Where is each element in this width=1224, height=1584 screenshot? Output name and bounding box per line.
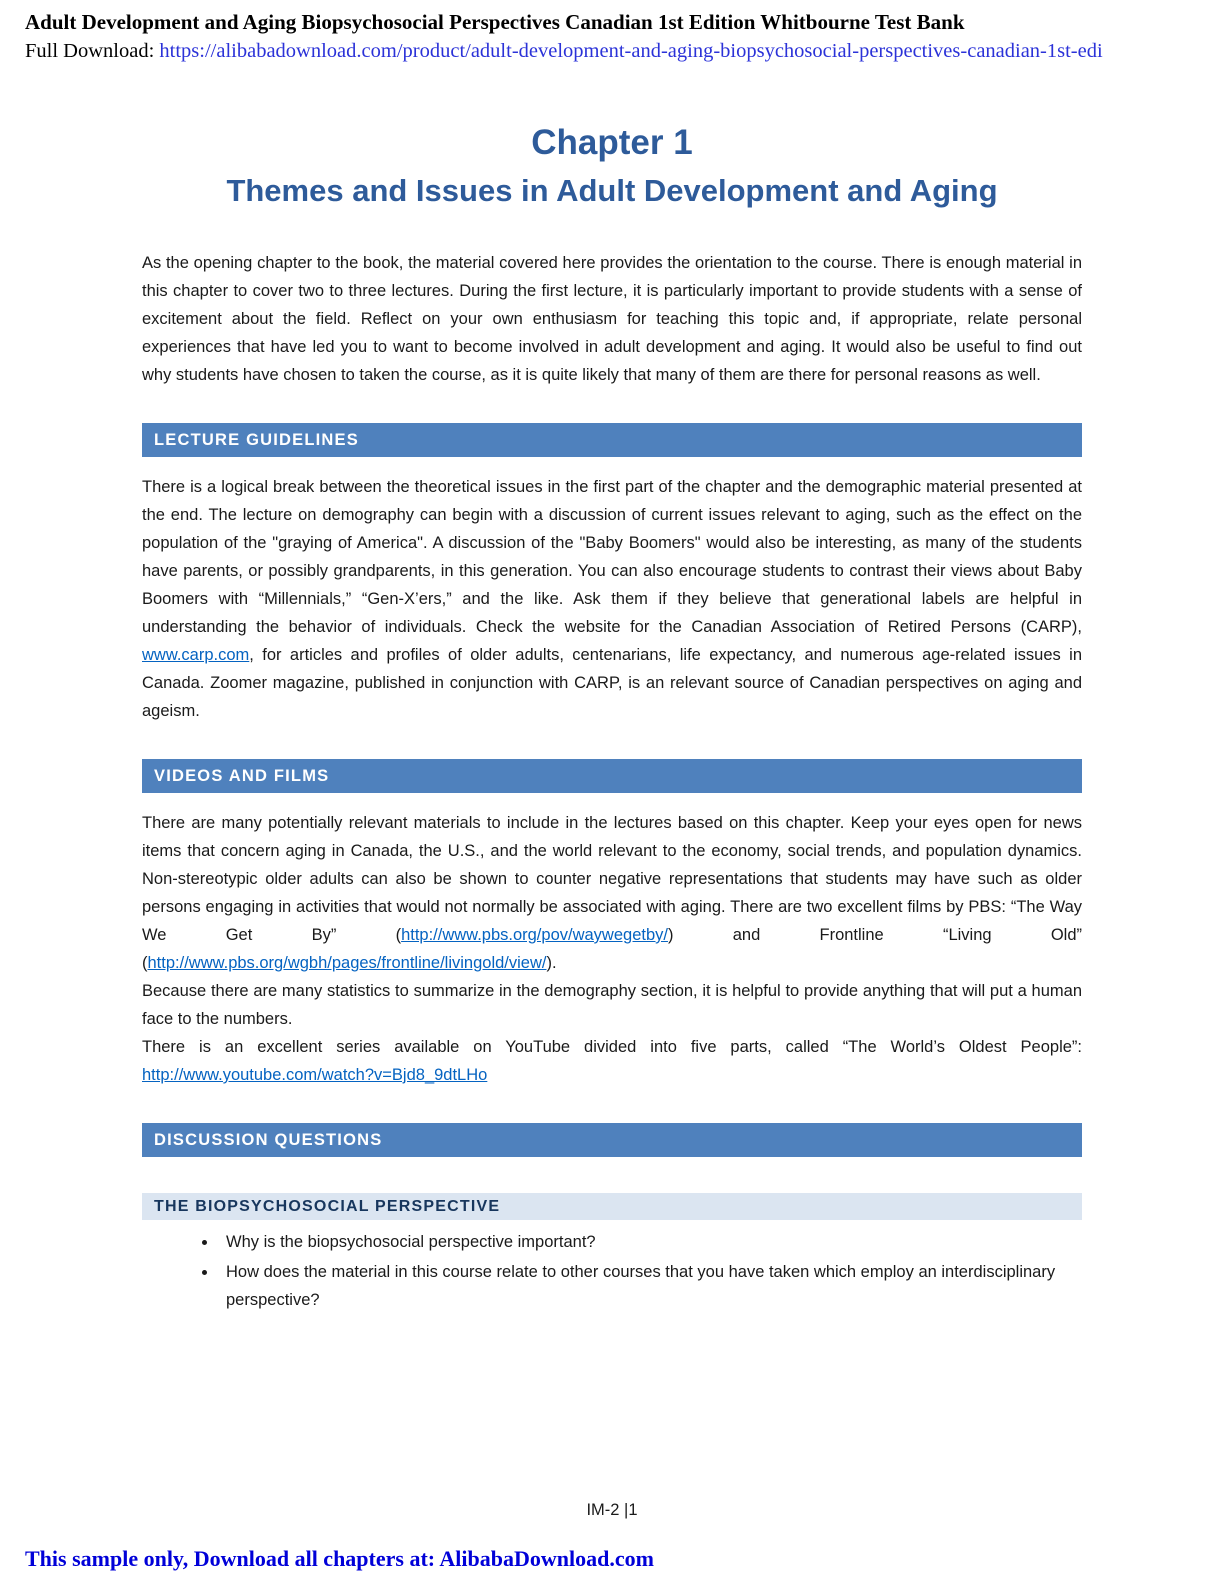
download-label: Full Download: — [25, 40, 160, 62]
chapter-title: Themes and Issues in Adult Development and Aging — [226, 173, 998, 208]
section-heading-discussion-questions: DISCUSSION QUESTIONS — [142, 1123, 1082, 1157]
bullet-item: • How does the material in this course relate to other courses that you have taken which employ an interdisciplinary perspective? — [218, 1258, 1082, 1314]
discussion-bullet-list — [142, 1228, 1082, 1314]
document-body — [142, 123, 1082, 1314]
lecture-guidelines-paragraph: There is a logical break between the theoretical issues in the first part of the chapter and the demographic material presented at the end. The lecture on demography can begin with a discussion of current issues relevant to aging, such as the effect on the population of the "graying of America". A discussion of the "Baby Boomers" would also be interesting, as many of the students have parents, or possibly grandparents, in this generation. You can also encourage students to contrast their views about Baby Boomers with “Millennials,” “Gen-X’ers,” and the like. Ask them if they believe that generational labels are helpful in understanding the behavior of individuals. Check the website for the Canadian Association of Retired Persons (CARP), www.carp.com, for articles and profiles of older adults, centenarians, life expectancy, and numerous age-related issues in Canada. Zoomer magazine, published in conjunction with CARP, is an relevant source of Canadian perspectives on aging and ageism. — [142, 478, 1082, 720]
pbs-livingold-link[interactable]: http://www.pbs.org/wgbh/pages/frontline/livingold/view/ — [147, 954, 547, 972]
videos-paragraph-2: Because there are many statistics to summarize in the demography section, it is helpful to provide anything that will put a human face to the numbers. — [142, 982, 1082, 1028]
bullet-item: • Why is the biopsychosocial perspective important? — [218, 1228, 1082, 1256]
section-heading-lecture-guidelines: LECTURE GUIDELINES — [142, 423, 1082, 457]
sample-note — [25, 1546, 654, 1572]
document-header-title: Adult Development and Aging Biopsychosocial Perspectives Canadian 1st Edition Whitbourne Test Bank — [25, 10, 965, 34]
subsection-heading-biopsychosocial-perspective: THE BIOPSYCHOSOCIAL PERSPECTIVE — [142, 1193, 1082, 1220]
sample-download-link[interactable]: AlibabaDownload.com — [439, 1546, 654, 1571]
download-link[interactable]: https://alibabadownload.com/product/adult-development-and-aging-biopsychosocial-perspectives-canadian-1st-edi — [159, 40, 1103, 62]
pbs-waywegetby-link[interactable]: http://www.pbs.org/pov/waywegetby/ — [401, 926, 668, 944]
videos-paragraph-1: There are many potentially relevant materials to include in the lectures based on this chapter. Keep your eyes open for news items that concern aging in Canada, the U.S., and the world relevant to the economy, social trends, and population dynamics. Non-stereotypic older adults can also be shown to counter negative representations that students may have such as older persons engaging in activities that would not normally be associated with aging. There are two excellent films by PBS: “The Way We Get By” (http://www.pbs.org/pov/waywegetby/) and Frontline “Living Old” (http://www.pbs.org/wgbh/pages/frontline/livingold/view/). — [142, 814, 1082, 972]
intro-paragraph: As the opening chapter to the book, the material covered here provides the orientation to the course. There is enough material in this chapter to cover two to three lectures. During the first lecture, it is particularly important to provide students with a sense of excitement about the field. Reflect on your own enthusiasm for teaching this topic and, if appropriate, relate personal experiences that have led you to want to become involved in adult development and aging. It would also be useful to find out why students have chosen to taken the course, as it is quite likely that many of them are there for personal reasons as well. — [142, 254, 1082, 384]
download-line — [25, 40, 1224, 63]
carp-link[interactable]: www.carp.com — [142, 646, 250, 664]
section-heading-videos-and-films: VIDEOS AND FILMS — [142, 759, 1082, 793]
chapter-number: Chapter 1 — [531, 123, 693, 162]
sample-note-label: This sample only, Download all chapters at: — [25, 1546, 440, 1571]
page-number: IM-2 |1 — [586, 1501, 638, 1519]
youtube-series-link[interactable]: http://www.youtube.com/watch?v=Bjd8_9dtLHo — [142, 1066, 488, 1084]
videos-paragraph-3: There is an excellent series available on YouTube divided into five parts, called “The World’s Oldest People”: http://www.youtube.com/watch?v=Bjd8_9dtLHo — [142, 1038, 1082, 1084]
document-header — [0, 0, 1224, 63]
